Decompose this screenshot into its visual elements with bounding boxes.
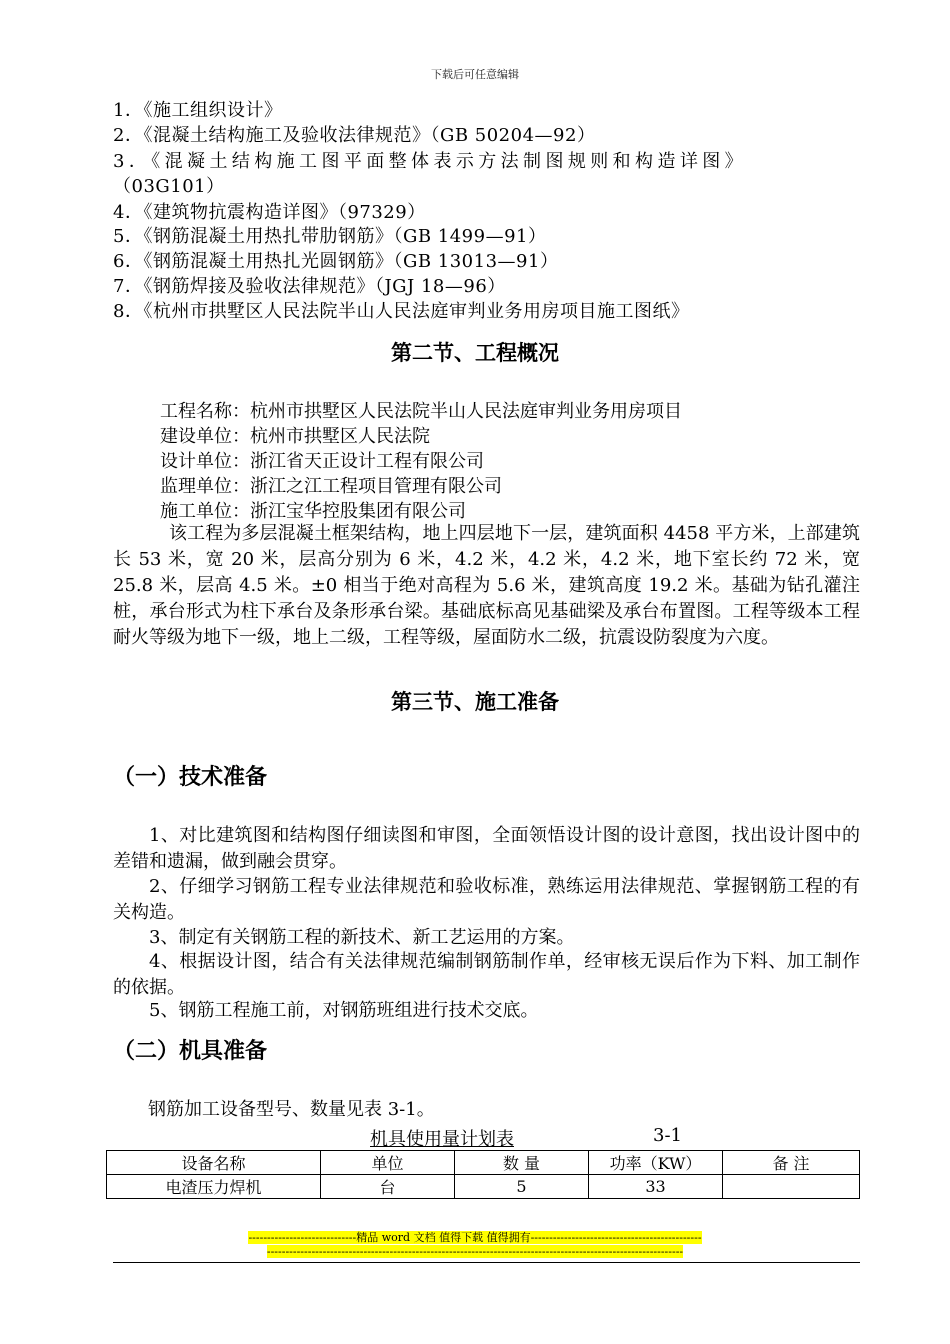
tech-item: 2、仔细学习钢筋工程专业法律规范和验收标准，熟练运用法律规范、掌握钢筋工程的有关构造。 bbox=[113, 876, 860, 923]
cell-equipment: 电渣压力焊机 bbox=[107, 1175, 321, 1199]
reference-item: 6．《钢筋混凝土用热扎光圆钢筋》（GB 13013—91） bbox=[113, 251, 559, 272]
reference-item: 3．《混凝土结构施工图平面整体表示方法制图规则和构造详图》 bbox=[113, 151, 748, 172]
cell-quantity: 5 bbox=[455, 1175, 589, 1199]
design-unit: 设计单位：浙江省天正设计工程有限公司 bbox=[160, 451, 484, 472]
reference-item-continuation: （03G101） bbox=[113, 176, 225, 197]
supervision-unit: 监理单位：浙江之江工程项目管理有限公司 bbox=[160, 476, 502, 497]
construction-unit: 施工单位：浙江宝华控股集团有限公司 bbox=[160, 501, 466, 522]
bottom-rule bbox=[113, 1262, 860, 1263]
table-code: 3-1 bbox=[653, 1125, 682, 1146]
equipment-table bbox=[106, 1150, 860, 1199]
header-cell-equipment: 设备名称 bbox=[107, 1151, 321, 1175]
owner-unit: 建设单位：杭州市拱墅区人民法院 bbox=[160, 426, 430, 447]
footer-banner-text: -----------------------------精品 word 文档 值得下载 值得拥有---------------------------------------------- bbox=[248, 1231, 702, 1244]
equipment-prep-heading: （二）机具准备 bbox=[113, 1039, 268, 1064]
tech-item: 1、对比建筑图和结构图仔细读图和审图，全面领悟设计图的设计意图，找出设计图中的差错和遗漏，做到融会贯穿。 bbox=[113, 825, 860, 872]
tech-item: 4、根据设计图，结合有关法律规范编制钢筋制作单，经审核无误后作为下料、加工制作的依据。 bbox=[113, 951, 860, 998]
project-description: 该工程为多层混凝土框架结构，地上四层地下一层，建筑面积 4458 平方米，上部建筑长 53 米，宽 20 米，层高分别为 6 米，4.2 米，4.2 米，4.2 米，地下室长约 72 米，宽 25.8 米，层高 4.5 米。±0 相当于绝对高程为 5.6 米，建筑高度 19.2 米。基础为钻孔灌注桩，承台形式为柱下承台及条形承台梁。基础底标高见基础梁及承台布置图。工程等级本工程耐火等级为地下一级，地上二级，工程等级，屋面防水二级，抗震设防裂度为六度。 bbox=[113, 523, 860, 648]
cell-power: 33 bbox=[589, 1175, 723, 1199]
footer-dashes-text: ---------------------------------------------------------------------------------------------------------------- bbox=[266, 1245, 684, 1258]
footer-banner bbox=[0, 1229, 950, 1245]
section-3-title: 第三节、施工准备 bbox=[391, 690, 559, 714]
section-2-title: 第二节、工程概况 bbox=[391, 341, 559, 365]
header-cell-power: 功率（KW） bbox=[589, 1151, 723, 1175]
reference-item: 8．《杭州市拱墅区人民法院半山人民法庭审判业务用房项目施工图纸》 bbox=[113, 301, 690, 322]
header-note: 下载后可任意编辑 bbox=[431, 68, 519, 81]
cell-remarks bbox=[723, 1175, 860, 1199]
reference-item: 5．《钢筋混凝土用热扎带肋钢筋》（GB 1499—91） bbox=[113, 226, 547, 247]
header-cell-quantity: 数 量 bbox=[455, 1151, 589, 1175]
tech-prep-heading: （一）技术准备 bbox=[113, 765, 268, 790]
table-caption bbox=[370, 1125, 514, 1151]
reference-item: 7．《钢筋焊接及验收法律规范》（JGJ 18—96） bbox=[113, 276, 506, 297]
table-row bbox=[107, 1175, 860, 1199]
table-header-row bbox=[107, 1151, 860, 1175]
cell-unit: 台 bbox=[321, 1175, 455, 1199]
reference-item: 1．《施工组织设计》 bbox=[113, 100, 283, 121]
reference-item: 4．《建筑物抗震构造详图》（97329） bbox=[113, 202, 426, 223]
table-caption-text: 机具使用量计划表 bbox=[370, 1129, 514, 1150]
header-cell-remarks: 备 注 bbox=[723, 1151, 860, 1175]
header-cell-unit: 单位 bbox=[321, 1151, 455, 1175]
reference-item: 2．《混凝土结构施工及验收法律规范》（GB 50204—92） bbox=[113, 125, 596, 146]
tech-item: 3、制定有关钢筋工程的新技术、新工艺运用的方案。 bbox=[149, 927, 575, 948]
equipment-intro: 钢筋加工设备型号、数量见表 3-1。 bbox=[148, 1099, 435, 1120]
tech-item: 5、钢筋工程施工前，对钢筋班组进行技术交底。 bbox=[149, 1000, 539, 1021]
footer-banner-dashes bbox=[0, 1245, 950, 1258]
project-name: 工程名称：杭州市拱墅区人民法院半山人民法庭审判业务用房项目 bbox=[160, 401, 682, 422]
